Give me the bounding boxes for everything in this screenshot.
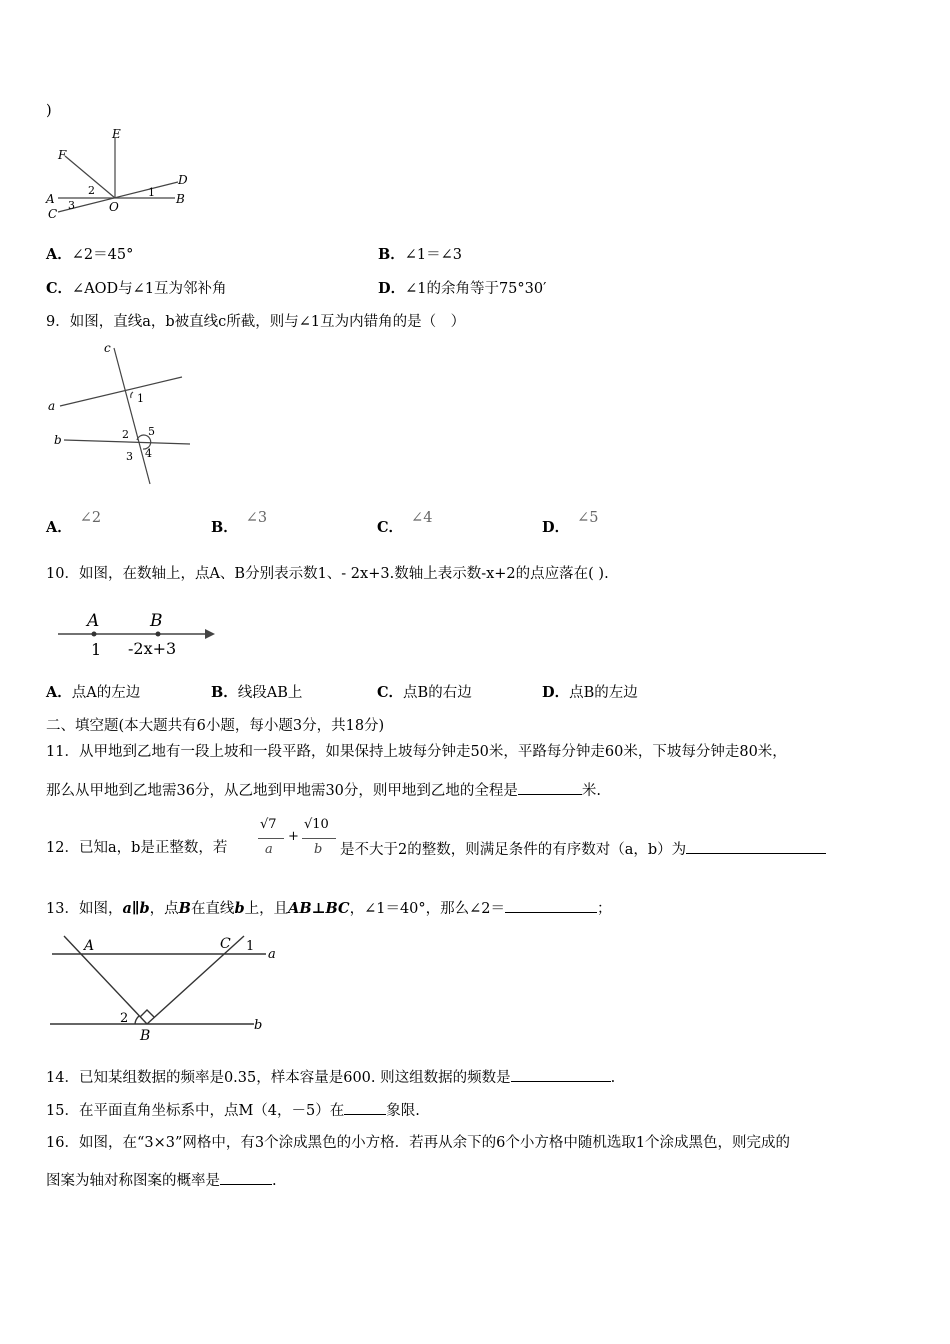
frac2-denominator: b: [314, 842, 323, 857]
segment-ab: [64, 936, 147, 1024]
angle-2: 2: [88, 184, 95, 197]
angle-label-1: 1: [137, 392, 144, 405]
label-e: E: [112, 127, 121, 141]
q15: 15．在平面直角坐标系中，点M（4，－5）在 象限.: [46, 1100, 420, 1120]
q10-option-c: C．点B的右边: [377, 684, 472, 701]
answer-blank[interactable]: [511, 1067, 611, 1082]
arrow-icon: [205, 629, 215, 639]
label-a-point: A: [84, 938, 95, 954]
angle-1: 1: [148, 186, 155, 199]
label-b: b: [54, 433, 62, 447]
value-a: 1: [91, 640, 102, 659]
label-a: a: [48, 399, 56, 413]
q10-number-line: [52, 606, 222, 662]
q12-pre: 12．已知a，b是正整数，若: [46, 840, 228, 856]
label-o: O: [109, 200, 119, 214]
q9-figure: [42, 340, 202, 490]
label-d: D: [178, 173, 188, 187]
q8-option-b: B．∠1＝∠3: [378, 246, 463, 263]
q9-stem: 9．如图，直线a，b被直线c所截，则与∠1互为内错角的是（ ）: [46, 314, 466, 330]
label-f: F: [58, 148, 67, 162]
q8-option-a: A．∠2＝45°: [46, 246, 134, 263]
angle-label-4: 4: [145, 447, 152, 460]
frac1-numerator: √7: [260, 817, 277, 832]
angle-label-5: 5: [148, 425, 155, 438]
q10-option-b: B．线段AB上: [211, 684, 303, 701]
plus-sign: +: [288, 829, 299, 844]
q8-closing-paren: ): [46, 103, 52, 119]
right-angle-mark: [140, 1010, 154, 1017]
label-c: c: [104, 341, 111, 355]
frac2-numerator: √10: [304, 817, 329, 832]
section-heading: 二、填空题(本大题共有6小题，每小题3分，共18分): [46, 718, 385, 734]
line-c: [114, 348, 150, 484]
angle-3: 3: [68, 199, 75, 212]
point-a: [92, 632, 97, 637]
q11-line2: 那么从甲地到乙地需36分，从乙地到甲地需30分，则甲地到乙地的全程是 米.: [46, 780, 601, 800]
answer-blank[interactable]: [344, 1100, 386, 1115]
label-line-b: b: [254, 1018, 263, 1033]
angle-label-3: 3: [126, 450, 133, 463]
q8-figure: [40, 126, 200, 226]
q8-option-d: D．∠1的余角等于75°30′: [378, 280, 547, 297]
q14: 14．已知某组数据的频率是0.35，样本容量是600. 则这组数据的频数是 .: [46, 1067, 615, 1087]
answer-blank[interactable]: [220, 1170, 272, 1185]
label-b: B: [150, 611, 163, 631]
q13-stem: 13．如图，a∥b，点B在直线b上，且AB⊥BC，∠1＝40°，那么∠2＝ ；: [46, 900, 612, 917]
q8-option-c: C．∠AOD与∠1互为邻补角: [46, 280, 227, 297]
angle-mark-2: [135, 1016, 139, 1024]
label-a: A: [87, 611, 100, 631]
q9-option-c: C．∠4: [377, 510, 433, 536]
frac1-bar: [258, 838, 284, 839]
answer-blank[interactable]: [518, 780, 582, 795]
frac1-denominator: a: [265, 842, 273, 857]
label-line-a: a: [268, 947, 276, 962]
q9-option-d: D．∠5: [542, 510, 599, 536]
q11-line1: 11．从甲地到乙地有一段上坡和一段平路，如果保持上坡每分钟走50米，平路每分钟走60米，下坡每分钟走80米，: [46, 744, 787, 760]
point-b: [156, 632, 161, 637]
q9-option-b: B．∠3: [211, 510, 268, 536]
label-c: C: [48, 207, 58, 221]
frac2-bar: [302, 838, 336, 839]
q12-post: 是不大于2的整数，则满足条件的有序数对（a，b）为: [340, 839, 826, 859]
label-a: A: [46, 192, 55, 206]
angle-label-2: 2: [122, 428, 129, 441]
q16-line1: 16．如图，在“3×3”网格中，有3个涂成黑色的小方格．若再从余下的6个小方格中随机选取1个涂成黑色，则完成的: [46, 1135, 791, 1151]
q13-figure: [44, 928, 284, 1046]
label-b-point: B: [140, 1028, 151, 1044]
answer-blank[interactable]: [505, 898, 597, 913]
q12-fraction-expression: [256, 815, 342, 865]
q16-line2: 图案为轴对称图案的概率是 .: [46, 1170, 277, 1190]
line-a: [60, 377, 182, 406]
q10-option-a: A．点A的左边: [46, 684, 141, 701]
label-c-point: C: [220, 936, 231, 952]
value-b: -2x+3: [128, 639, 177, 658]
angle-label-2: 2: [120, 1011, 129, 1026]
angle-label-1: 1: [246, 939, 255, 954]
q10-stem: 10．如图，在数轴上，点A、B分别表示数1、- 2x+3.数轴上表示数-x+2的点应落在( ).: [46, 566, 609, 582]
q9-option-a: A．∠2: [46, 510, 102, 536]
angle-mark-1: [131, 392, 133, 398]
label-b: B: [176, 192, 185, 206]
q10-option-d: D．点B的左边: [542, 684, 638, 701]
answer-blank[interactable]: [686, 839, 826, 854]
